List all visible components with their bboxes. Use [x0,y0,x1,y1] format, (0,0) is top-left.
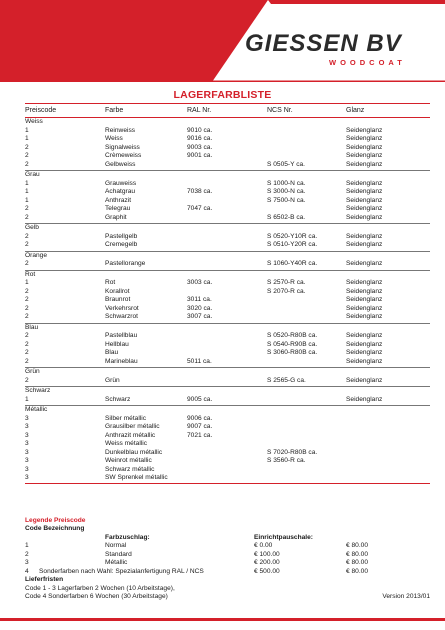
cell-farbe: Hellblau [105,340,129,348]
cell-ncs: S 3560-R ca. [267,457,306,464]
cell-glanz: Seidenglanz [346,332,383,339]
cell-glanz: Seidenglanz [346,152,383,159]
table-row [25,332,430,341]
delivery-line-1 [25,585,430,594]
cell-farbe: Schwarz métallic [105,465,155,473]
cell-glanz: Seidenglanz [346,188,383,195]
legend-column-headings [25,534,430,543]
legend-code: 1 [25,542,29,549]
group-heading: Blau [25,323,39,331]
cell-preiscode: 3 [25,431,29,439]
cell-preiscode: 2 [25,332,29,339]
cell-ncs: S 0510-Y20R ca. [267,241,318,248]
cell-glanz: Seidenglanz [346,260,383,267]
legend-setup: € 80.00 [346,559,368,566]
cell-farbe: Korallrot [105,287,130,295]
cell-preiscode: 3 [25,423,29,430]
col-header-farbe: Farbe [105,107,124,114]
cell-preiscode: 2 [25,304,29,312]
table-row [25,349,430,358]
table-row [25,457,430,466]
cell-preiscode: 3 [25,457,29,464]
table-row [25,135,430,144]
cell-farbe: Signalweiss [105,143,140,151]
cell-glanz: Seidenglanz [346,232,383,240]
legend-row [25,559,430,568]
legend-row [25,551,430,560]
legend-setup-heading: Einrichtpauschale: [254,533,313,541]
delivery-line-2-text: Code 4 Sonderfarben 6 Wochen (30 Arbeitstage) [25,593,168,600]
table-row [25,214,430,223]
cell-farbe: Telegrau [105,205,131,212]
cell-preiscode: 2 [25,340,29,348]
cell-ral: 9007 ca. [187,423,213,430]
table-row [25,415,430,424]
cell-farbe: Pastellorange [105,260,146,267]
table-row [25,466,430,475]
cell-glanz: Seidenglanz [346,135,383,142]
cell-preiscode: 2 [25,313,29,320]
cell-ncs: S 1060-Y40R ca. [267,260,318,267]
table-row [25,241,430,250]
cell-glanz: Seidenglanz [346,395,383,403]
cell-ncs: S 2070-R ca. [267,287,306,295]
cell-glanz: Seidenglanz [346,213,383,221]
brand-name: GIESSEN BV [245,30,402,57]
cell-farbe: Schwarz [105,395,131,403]
cell-ral: 3011 ca. [187,296,212,303]
cell-farbe: Weiss [105,135,123,142]
cell-farbe: Dunkelblau métallic [105,448,163,456]
cell-ncs: S 0505-Y ca. [267,160,306,168]
legend-code-heading-text: Code Bezeichnung [25,525,85,532]
cell-farbe: Grausilber métallic [105,423,160,430]
table-row [25,197,430,206]
cell-ncs: S 7500-N ca. [267,196,306,204]
legend-row [25,542,430,551]
color-table [25,103,430,484]
color-groups [25,118,430,484]
cell-ral: 5011 ca. [187,357,212,365]
brand-subtitle: WOODCOAT [329,58,406,67]
group-heading: Gelb [25,224,39,231]
table-row [25,288,430,297]
table-row [25,152,430,161]
cell-preiscode: 1 [25,135,29,142]
col-header-glanz: Glanz [346,107,365,114]
legend-row [25,568,430,577]
cell-ral: 3003 ca. [187,279,213,286]
cell-preiscode: 2 [25,296,29,303]
cell-ral: 3007 ca. [187,313,213,320]
table-row [25,127,430,136]
cell-farbe: Cremegelb [105,241,138,248]
table-row [25,440,430,449]
table-row [25,205,430,214]
cell-glanz: Seidenglanz [346,296,383,303]
col-header-ral: RAL Nr. [187,107,212,114]
cell-ral: 9005 ca. [187,395,213,403]
cell-preiscode: 2 [25,143,29,151]
table-row [25,474,430,483]
cell-ral: 3020 ca. [187,304,213,312]
cell-farbe: Weiss métallic [105,440,148,447]
legend-surcharge-heading: Farbzuschlag: [105,533,150,541]
cell-preiscode: 2 [25,376,29,384]
cell-farbe: Pastellblau [105,332,138,339]
cell-farbe: Schwarzrot [105,313,138,320]
cell-glanz: Seidenglanz [346,376,383,384]
cell-farbe: Silber métallic [105,414,147,422]
table-row [25,432,430,441]
legend-setup: € 80.00 [346,542,368,549]
cell-farbe: Grauweiss [105,179,137,187]
cell-glanz: Seidenglanz [346,205,383,212]
cell-preiscode: 3 [25,414,29,422]
legend-surcharge: € 0.00 [254,542,273,549]
cell-ncs: S 0520-Y10R ca. [267,232,318,240]
cell-ral: 9003 ca. [187,143,213,151]
cell-glanz: Seidenglanz [346,241,383,248]
cell-farbe: Achatgrau [105,188,136,195]
cell-glanz: Seidenglanz [346,349,383,356]
brand-header [0,0,445,82]
cell-glanz: Seidenglanz [346,340,383,348]
cell-preiscode: 3 [25,440,29,447]
cell-ral: 9016 ca. [187,135,213,142]
delivery-line-1-text: Code 1 - 3 Lagerfarben 2 Wochen (10 Arbeitstage), [25,584,175,592]
legend-description: Métallic [105,559,128,566]
group-heading: Rot [25,270,36,278]
table-row [25,180,430,189]
legend-surcharge: € 500.00 [254,567,280,575]
cell-farbe: Crèmeweiss [105,152,142,159]
legend-surcharge: € 200.00 [254,559,280,566]
cell-ncs: S 7020-R80B ca. [267,448,318,456]
cell-glanz: Seidenglanz [346,287,383,295]
cell-glanz: Seidenglanz [346,179,383,187]
cell-farbe: Weinrot métallic [105,457,152,464]
cell-preiscode: 1 [25,188,29,195]
cell-glanz: Seidenglanz [346,279,383,286]
cell-farbe: Verkehrsrot [105,304,139,312]
cell-preiscode: 2 [25,213,29,221]
table-row [25,233,430,242]
cell-farbe: Pastellgelb [105,232,138,240]
table-row [25,279,430,288]
cell-preiscode: 1 [25,179,29,187]
group-heading: Schwarz [25,387,51,394]
table-row [25,396,430,405]
legend-description: Standard [105,550,132,558]
cell-glanz: Seidenglanz [346,160,383,168]
cell-ncs: S 0520-R80B ca. [267,332,318,339]
legend-title: Legende Preiscode [25,517,86,524]
table-row [25,313,430,322]
cell-glanz: Seidenglanz [346,196,383,204]
table-row [25,423,430,432]
col-header-preiscode: Preiscode [25,107,57,114]
cell-preiscode: 3 [25,474,29,481]
cell-ncs: S 1000-N ca. [267,179,306,187]
legend-surcharge: € 100.00 [254,550,280,558]
cell-farbe: Marineblau [105,357,138,365]
table-row [25,449,430,458]
cell-farbe: Grün [105,376,120,384]
group-heading: Orange [25,251,47,259]
legend-code: 3 [25,559,29,566]
table-row [25,377,430,386]
cell-ncs: S 6502-B ca. [267,213,306,221]
cell-preiscode: 1 [25,395,29,403]
cell-ral: 9001 ca. [187,152,213,159]
legend-description: Normal [105,542,127,549]
legend-code-heading [25,525,430,534]
legend-setup: € 80.00 [346,550,368,558]
cell-preiscode: 1 [25,126,29,134]
cell-ral: 7021 ca. [187,431,213,439]
legend-setup: € 80.00 [346,567,368,575]
cell-preiscode: 2 [25,349,29,356]
cell-ncs: S 2565-G ca. [267,376,306,384]
cell-farbe: Braunrot [105,296,131,303]
page-title: LAGERFARBLISTE [173,89,272,101]
table-row [25,161,430,170]
cell-ral: 7047 ca. [187,205,213,212]
group-separator [25,483,430,484]
col-header-ncs: NCS Nr. [267,107,293,114]
cell-preiscode: 2 [25,232,29,240]
cell-farbe: Graphit [105,213,127,221]
cell-preiscode: 2 [25,357,29,365]
group-heading: Grün [25,368,40,375]
table-row [25,296,430,305]
cell-preiscode: 1 [25,196,29,204]
delivery-heading [25,576,430,585]
cell-glanz: Seidenglanz [346,304,383,312]
cell-ncs: S 3000-N ca. [267,188,306,195]
cell-preiscode: 3 [25,448,29,456]
cell-preiscode: 3 [25,465,29,473]
legend [25,516,430,602]
cell-farbe: Reinweiss [105,126,136,134]
cell-ral: 9006 ca. [187,414,213,422]
cell-glanz: Seidenglanz [346,313,383,320]
cell-preiscode: 2 [25,241,29,248]
cell-farbe: Blau [105,349,119,356]
footer-rule [0,618,445,621]
table-row [25,188,430,197]
table-header [25,104,430,117]
cell-ral: 7038 ca. [187,188,213,195]
legend-code: 2 [25,550,29,558]
legend-code: 4 [25,567,29,575]
cell-farbe: SW Sprenkel métallic [105,474,168,481]
delivery-heading-text: Lieferfristen [25,576,64,583]
cell-glanz: Seidenglanz [346,126,383,134]
group-heading: Métallic [25,406,48,413]
cell-preiscode: 2 [25,287,29,295]
cell-ral: 9010 ca. [187,126,213,134]
cell-glanz: Seidenglanz [346,143,383,151]
cell-farbe: Rot [105,279,116,286]
legend-rows [25,542,430,568]
table-row [25,358,430,367]
cell-preiscode: 2 [25,160,29,168]
table-row [25,341,430,350]
table-row [25,305,430,314]
group-heading: Weiss [25,118,43,125]
legend-description: Sonderfarben nach Wahl: Spezialanfertigung RAL / NCS [39,567,204,575]
cell-ncs: S 0540-R90B ca. [267,340,318,348]
cell-preiscode: 2 [25,152,29,159]
cell-preiscode: 2 [25,260,29,267]
cell-preiscode: 2 [25,205,29,212]
version-label: Version 2013/01 [382,593,430,600]
group-heading: Grau [25,171,40,178]
cell-farbe: Anthrazit [105,196,132,204]
cell-ncs: S 2570-R ca. [267,279,306,286]
cell-farbe: Gelbweiss [105,160,136,168]
cell-glanz: Seidenglanz [346,357,383,365]
table-row [25,260,430,269]
cell-ncs: S 3060-R80B ca. [267,349,318,356]
cell-farbe: Anthrazit métallic [105,431,156,439]
delivery-line-2 [25,593,430,602]
cell-preiscode: 1 [25,279,29,286]
table-row [25,144,430,153]
